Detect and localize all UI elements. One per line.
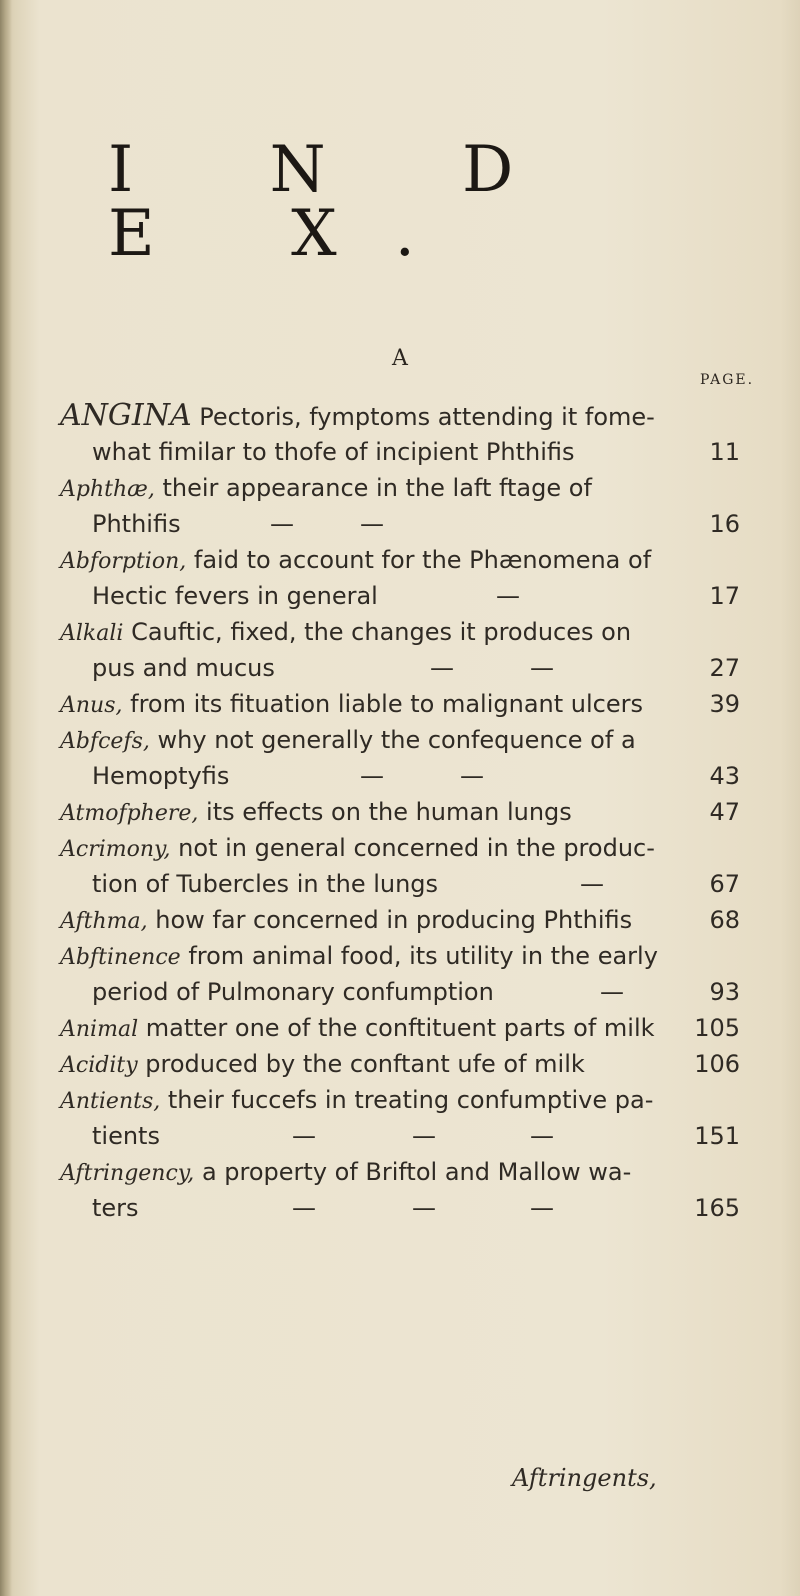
entry-text: tients	[92, 1122, 160, 1150]
entry-keyword: Abforption,	[60, 549, 187, 574]
index-line	[60, 1010, 740, 1046]
leader-dash: —	[580, 870, 604, 898]
page-number: 106	[694, 1050, 740, 1078]
index-line	[60, 1082, 740, 1118]
entry-keyword: Acidity	[60, 1053, 138, 1078]
page-number: 165	[694, 1194, 740, 1222]
entry-text: from its fituation liable to malignant ulcers	[122, 690, 643, 718]
entry-text: faid to account for the Phænomena of	[186, 546, 652, 574]
page-column-label: PAGE.	[700, 372, 755, 388]
index-line	[60, 794, 740, 830]
entry-text: how far concerned in producing Phthifis	[147, 906, 633, 934]
entry-keyword: Animal	[60, 1017, 139, 1042]
entry-keyword: Acrimony,	[60, 837, 171, 862]
entry-keyword: Aftringency,	[60, 1161, 195, 1186]
index-line	[60, 398, 740, 434]
page-number: 67	[709, 870, 740, 898]
entry-text: Hectic fevers in general	[92, 582, 378, 610]
page-binding-shadow	[0, 0, 12, 1596]
leader-dash: —	[360, 762, 384, 790]
leader-dash: —	[530, 1122, 554, 1150]
index-line	[60, 938, 740, 974]
entry-text: their fuccefs in treating confumptive pa-	[160, 1086, 654, 1114]
section-letter: A	[392, 346, 408, 371]
index-line	[60, 614, 740, 650]
entry-text: tion of Tubercles in the lungs	[92, 870, 439, 898]
leader-dash: —	[292, 1194, 316, 1222]
leader-dash: —	[530, 1194, 554, 1222]
page-number: 16	[709, 510, 740, 538]
page-number: 93	[709, 978, 740, 1006]
leader-dash: —	[412, 1194, 436, 1222]
entry-keyword: Abftinence	[60, 945, 181, 970]
entry-text: period of Pulmonary confumption	[92, 978, 494, 1006]
leader-dash: —	[292, 1122, 316, 1150]
index-line	[60, 434, 740, 470]
page-number: 68	[709, 906, 740, 934]
entry-keyword: Afthma,	[60, 909, 148, 934]
index-line	[60, 1046, 740, 1082]
entry-text: Pectoris, fymptoms attending it fome-	[191, 403, 655, 431]
index-line	[60, 722, 740, 758]
page-number: 27	[709, 654, 740, 682]
index-line	[60, 1118, 740, 1154]
entry-text: pus and mucus	[92, 654, 275, 682]
page-number: 39	[709, 690, 740, 718]
page-number: 105	[694, 1014, 740, 1042]
leader-dash: —	[412, 1122, 436, 1150]
leader-dash: —	[600, 978, 624, 1006]
index-line	[60, 758, 740, 794]
entry-text: Hemoptyfis	[92, 762, 230, 790]
entry-text: Cauftic, fixed, the changes it produces on	[123, 618, 632, 646]
index-line	[60, 974, 740, 1010]
entry-text: their appearance in the laft ftage of	[154, 474, 592, 502]
page-number: 17	[709, 582, 740, 610]
index-line	[60, 578, 740, 614]
entry-keyword: ANGINA	[60, 398, 192, 433]
page-number: 47	[709, 798, 740, 826]
entry-text: its effects on the human lungs	[198, 798, 572, 826]
page-number: 43	[709, 762, 740, 790]
page-number: 11	[709, 438, 740, 466]
entry-keyword: Abfcefs,	[60, 729, 150, 754]
entry-keyword: Anus,	[60, 693, 123, 718]
index-line	[60, 866, 740, 902]
index-line	[60, 686, 740, 722]
index-line	[60, 542, 740, 578]
entry-text: a property of Briftol and Mallow wa-	[194, 1158, 632, 1186]
index-line	[60, 650, 740, 686]
leader-dash: —	[530, 654, 554, 682]
leader-dash: —	[270, 510, 294, 538]
index-line	[60, 830, 740, 866]
entry-text: Phthifis	[92, 510, 181, 538]
entry-text: ters	[92, 1194, 139, 1222]
index-title: I N D E X.	[108, 133, 572, 271]
leader-dash: —	[460, 762, 484, 790]
entry-keyword: Aphthæ,	[60, 477, 155, 502]
entry-text: what fimilar to thofe of incipient Phthifis	[92, 438, 575, 466]
page-number: 151	[694, 1122, 740, 1150]
leader-dash: —	[496, 582, 520, 610]
catchword: Aftringents,	[512, 1464, 657, 1492]
index-line	[60, 470, 740, 506]
entry-text: produced by the conftant ufe of milk	[137, 1050, 585, 1078]
leader-dash: —	[430, 654, 454, 682]
entry-text: why not generally the confequence of a	[149, 726, 636, 754]
entry-keyword: Antients,	[60, 1089, 161, 1114]
leader-dash: —	[360, 510, 384, 538]
entry-text: not in general concerned in the produc-	[170, 834, 655, 862]
entry-text: matter one of the conftituent parts of milk	[138, 1014, 655, 1042]
index-line	[60, 902, 740, 938]
index-line	[60, 506, 740, 542]
index-line	[60, 1154, 740, 1190]
entry-text: from animal food, its utility in the early	[180, 942, 658, 970]
entry-keyword: Alkali	[60, 621, 124, 646]
entry-keyword: Atmofphere,	[60, 801, 199, 826]
index-line	[60, 1190, 740, 1226]
